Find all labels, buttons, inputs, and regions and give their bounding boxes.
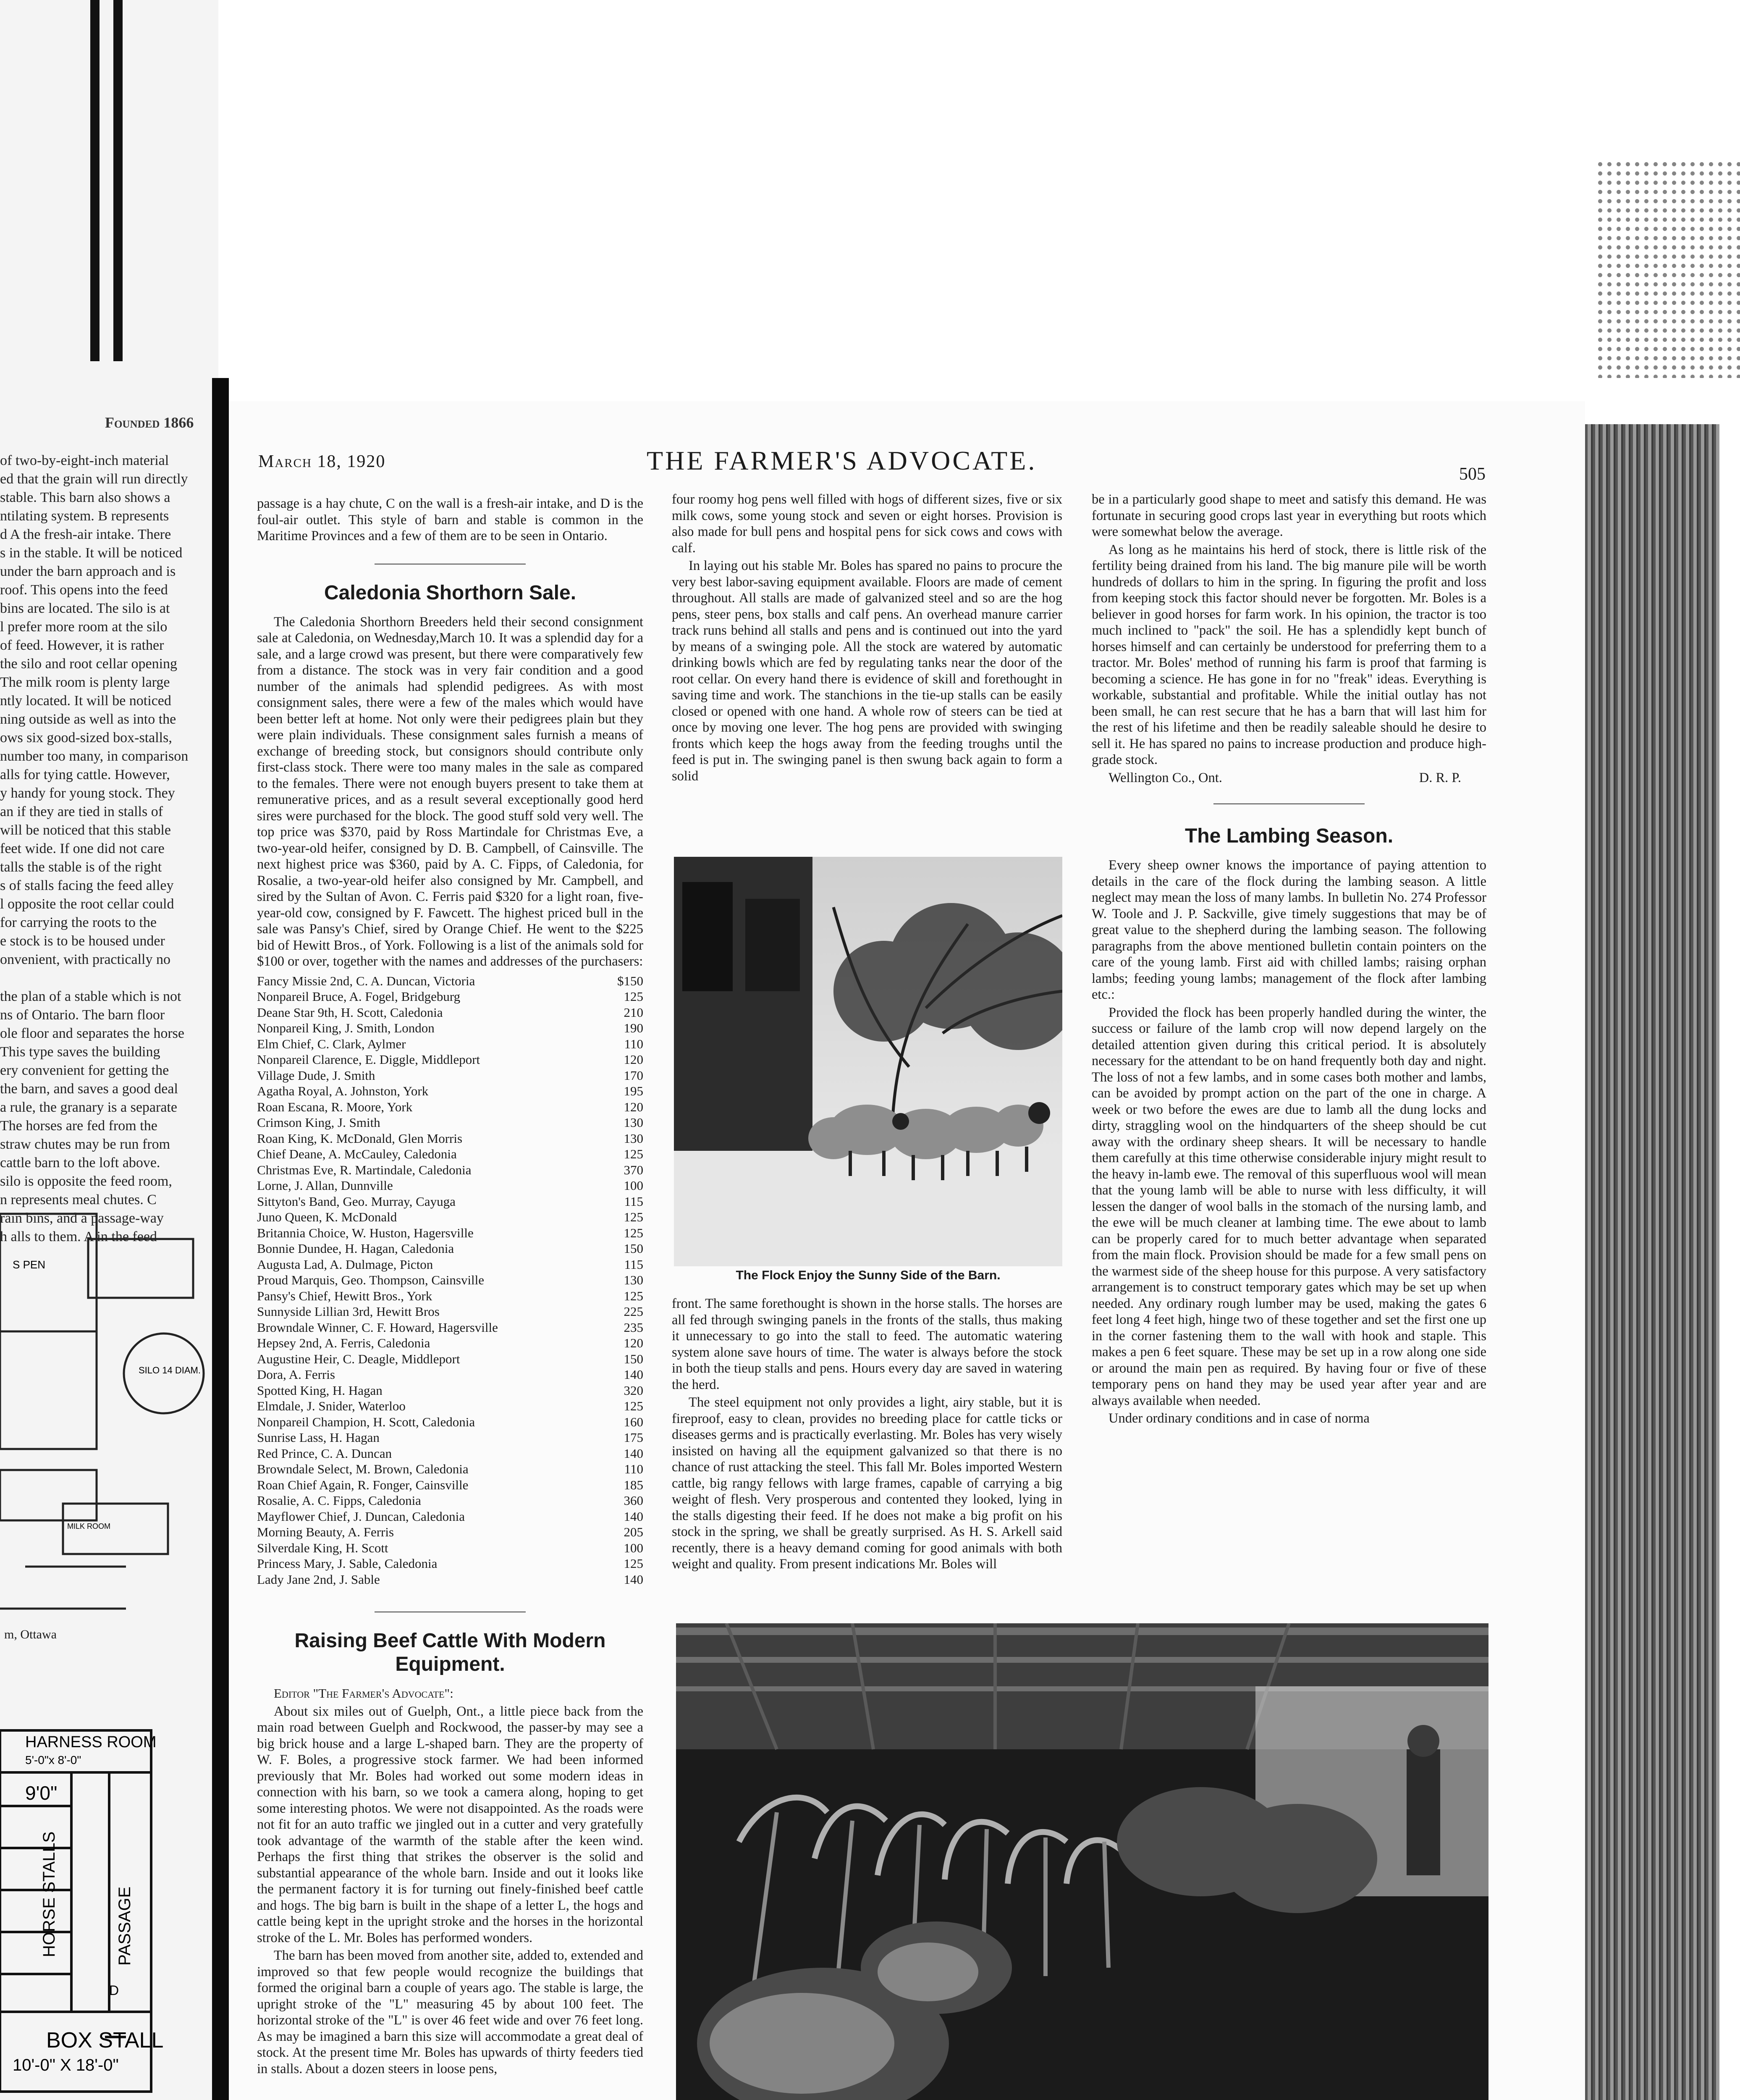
- buyer-entry: Proud Marquis, Geo. Thompson, Cainsville: [257, 1273, 485, 1287]
- buyer-entry: Elm Chief, C. Clark, Aylmer: [257, 1036, 406, 1051]
- table-row: [257, 973, 643, 989]
- column-3: [1092, 491, 1486, 1428]
- beef-heading: Raising Beef Cattle With Modern Equipment.: [294, 1630, 606, 1675]
- page-title: THE FARMER'S ADVOCATE.: [647, 446, 1037, 475]
- buyer-price: 110: [624, 1462, 643, 1476]
- buyer-entry: Sunrise Lass, H. Hagan: [257, 1430, 380, 1445]
- left-page-line: The horses are fed from the: [0, 1118, 157, 1134]
- left-page-line: The milk room is plenty large: [0, 675, 170, 690]
- left-page-line: d A the fresh-air intake. There: [0, 527, 171, 542]
- buyer-entry: Red Prince, C. A. Duncan: [257, 1446, 392, 1461]
- buyer-price: 125: [624, 1556, 643, 1571]
- buyer-price: 120: [624, 1336, 643, 1350]
- table-row: [257, 1272, 643, 1288]
- buyer-price: 150: [624, 1351, 643, 1366]
- left-page-line: an if they are tied in stalls of: [0, 804, 163, 819]
- halftone-pattern: [1596, 160, 1740, 378]
- page-edges: [1585, 424, 1719, 2100]
- left-page-line: [0, 969, 210, 987]
- buyer-price: 125: [624, 1399, 643, 1413]
- sale-paragraph: The Caledonia Shorthorn Breeders held their second consignment sale at Caledonia, on Wednesday,March 10. It was a splendid day for a sale, and a large crowd was present, but there were comparatively few from a distance. The stock was in very fair condition and a good number of the animals had splendid pedigrees. As with most consignment sales, there were a few of the males which would have been better left at home. Not only were their pedigrees plain but they were plain individuals. These consignment sales furnish a means of exchange of breeding stock, but consignors should contribute only first-class stock. There were too many males in the sale as compared to the females. There were not enough buyers present to take them at remunerative prices, and as a result several exceptionally good herd sires were purchased for the block. The good stuff sold very well. The top price was $370, paid by Ross Martindale for Christmas Eve, a two-year-old heifer, consigned by D. B. Campbell, of Cainsville. The next highest price was $360, paid by A. C. Fipps, of Caledonia, for Rosalie, a two-year-old heifer also consigned by Mr. Campbell, and sired by the Sultan of Avon. C. Ferris paid $320 for a light roan, five-year-old cow, consigned by F. Fawcett. The highest priced bull in the sale was Pansy's Chief, sired by Orange Chief. He went to the $225 bid of Hewitt Bros., of York. Following is a list of the animals sold for $100 or over, together with the names and addresses of the purchasers:: [257, 614, 643, 969]
- table-row: [257, 1414, 643, 1430]
- fertility-paragraph: As long as he maintains his herd of stock, there is little risk of the fertility being drained from his land. The big manure pile will be worth hundreds of dollars to him in the spring. In figuring the profit and loss from keeping stock this factor should never be forgotten. Mr. Boles is a believer in good horses for farm work. In his opinion, the tractor is too much inclined to "pack" the soil. He has a splendidly kept bunch of horses himself and can certainly be understood for preferring them to a tractor. Mr. Boles' method of running his farm is proof that farming is becoming a science. He has gone in for no "freak" ideas. Everything is workable, substantial and profitable. While the initial outlay has not been small, he can rest secure that he has a barn that will last him for the rest of his lifetime and then be readily saleable should he desire to sell it. He has spared no pains to increase production and produce high-grade stock.: [1092, 542, 1486, 767]
- lambing-heading: The Lambing Season.: [1184, 825, 1394, 847]
- table-row: [257, 1178, 643, 1194]
- stall-paragraph: front. The same forethought is shown in the horse stalls. The horses are all fed through swinging panels in the fronts of the stalls, thus making it unnecessary to go into the stall to feed. The automatic watering system alone save hours of time. The water is always before the stock in both the tieup stalls and pens. Hours every day are saved in watering the herd.: [672, 1296, 1062, 1392]
- plan-label-milk-room: MILK ROOM: [67, 1522, 111, 1530]
- beef-paragraph-2: The barn has been moved from another site, added to, extended and improved so that few people would recognize the buildings that formed the original barn a couple of years ago. The stable is large, the upright stroke of the "L" measuring 45 by about 100 feet. The horizontal stroke of the "L" is over 46 feet wide and over 76 feet long. As may be imagined a barn this size will accommodate a great deal of stock. At the present time Mr. Boles has upwards of thirty feeders tied in stalls. About a dozen steers in loose pens,: [257, 1948, 643, 2076]
- table-row: [257, 1209, 643, 1225]
- table-row: [257, 1335, 643, 1351]
- table-row: [257, 1493, 643, 1509]
- left-page-fragment: [0, 0, 218, 2100]
- plan-caption-ottawa: m, Ottawa: [4, 1628, 57, 1641]
- left-page-line: number too many, in comparison: [0, 748, 189, 764]
- signature-initials: D. R. P.: [1419, 770, 1461, 785]
- buyer-price: 120: [624, 1052, 643, 1067]
- buyer-entry: Crimson King, J. Smith: [257, 1115, 380, 1130]
- buyer-price: 320: [624, 1383, 643, 1398]
- table-row: [257, 1005, 643, 1021]
- buyer-entry: Browndale Select, M. Brown, Caledonia: [257, 1462, 469, 1476]
- left-page-line: rain bins, and a passage-way: [0, 1210, 164, 1226]
- table-row: [257, 1146, 643, 1162]
- buyer-entry: Pansy's Chief, Hewitt Bros., York: [257, 1288, 432, 1303]
- buyer-price: 130: [624, 1131, 643, 1146]
- buyer-entry: Roan Escana, R. Moore, York: [257, 1099, 413, 1114]
- buyer-entry: Roan King, K. McDonald, Glen Morris: [257, 1131, 463, 1146]
- left-page-line: of two-by-eight-inch material: [0, 453, 169, 468]
- table-row: [257, 1540, 643, 1556]
- plan-label-harness-size: 5'-0"x 8'-0": [25, 1754, 81, 1767]
- buyer-price: 175: [624, 1430, 643, 1445]
- column-1: [257, 496, 643, 2079]
- left-page-line: under the barn approach and is: [0, 564, 176, 579]
- buyer-price: 125: [624, 1147, 643, 1161]
- stable-photo-image: [676, 1623, 1488, 2100]
- table-row: [257, 1068, 643, 1084]
- table-row: [257, 1115, 643, 1131]
- left-page-line: ntly located. It will be noticed: [0, 693, 171, 709]
- floor-plan-lower: [0, 1722, 197, 2100]
- lambing-paragraph-1: Every sheep owner knows the importance of paying attention to details in the care of the flock during the lambing season. A little neglect may mean the loss of many lambs. In bulletin No. 274 Professor W. Toole and J. P. Sackville, give timely suggestions that may be of great value to the shepherd during the lambing season. The following paragraphs from the above mentioned bulletin contain pointers on the care of the young lamb. First aid with chilled lambs; raising orphan lambs; feeding young lambs; management of the flock after lambing etc.:: [1092, 858, 1486, 1002]
- left-page-line: bins are located. The silo is at: [0, 601, 170, 616]
- left-page-line: s in the stable. It will be noticed: [0, 545, 183, 561]
- plan-label-passage: PASSAGE: [115, 1886, 134, 1966]
- table-row: [257, 1477, 643, 1493]
- buyer-entry: Elmdale, J. Snider, Waterloo: [257, 1399, 406, 1413]
- plan-label-stalls: HORSE STALLS: [40, 1831, 58, 1957]
- left-page-line: feet wide. If one did not care: [0, 841, 165, 856]
- left-page-line: h alls to them. A in the feed: [0, 1229, 157, 1244]
- sale-heading: Caledonia Shorthorn Sale.: [324, 581, 577, 604]
- left-page-text: [0, 452, 210, 1246]
- buyer-entry: Browndale Winner, C. F. Howard, Hagersville: [257, 1320, 498, 1335]
- buyer-entry: Dora, A. Ferris: [257, 1367, 335, 1382]
- buyer-entry: Bonnie Dundee, H. Hagan, Caledonia: [257, 1241, 454, 1256]
- demand-paragraph: be in a particularly good shape to meet and satisfy this demand. He was fortunate in securing good crops last year in everything but roots which were somewhat below the average.: [1092, 492, 1486, 539]
- buyer-entry: Lorne, J. Allan, Dunnville: [257, 1178, 393, 1193]
- buyer-price: 140: [624, 1446, 643, 1461]
- buyer-entry: Nonpareil Bruce, A. Fogel, Bridgeburg: [257, 989, 461, 1004]
- buyer-price: 150: [624, 1241, 643, 1256]
- buyer-price: 115: [624, 1257, 643, 1272]
- buyer-price: 115: [624, 1194, 643, 1209]
- plan-label-pen: S PEN: [13, 1258, 46, 1271]
- buyer-price: 225: [624, 1304, 643, 1319]
- buyer-entry: Village Dude, J. Smith: [257, 1068, 375, 1083]
- divider: [1213, 803, 1365, 804]
- buyer-entry: Spotted King, H. Hagan: [257, 1383, 383, 1398]
- buyer-price: 370: [624, 1162, 643, 1177]
- table-row: [257, 1367, 643, 1383]
- buyer-entry: Nonpareil Champion, H. Scott, Caledonia: [257, 1414, 475, 1429]
- table-row: [257, 1288, 643, 1304]
- page-date: March 18, 1920: [258, 452, 386, 471]
- left-page-line: of feed. However, it is rather: [0, 638, 164, 653]
- buyer-entry: Princess Mary, J. Sable, Caledonia: [257, 1556, 438, 1571]
- table-row: [257, 1162, 643, 1178]
- buyer-entry: Sittyton's Band, Geo. Murray, Cayuga: [257, 1194, 456, 1209]
- gutter-bar: [113, 0, 123, 361]
- buyer-price: 170: [624, 1068, 643, 1083]
- buyers-table: [257, 973, 643, 1588]
- buyer-entry: Rosalie, A. C. Fipps, Caledonia: [257, 1493, 421, 1508]
- buyer-price: 140: [624, 1367, 643, 1382]
- table-row: [257, 1225, 643, 1241]
- flock-photo: [674, 857, 1062, 1266]
- left-page-line: will be noticed that this stable: [0, 822, 171, 838]
- table-row: [257, 1304, 643, 1320]
- left-page-line: the silo and root cellar opening: [0, 656, 178, 672]
- left-page-line: e stock is to be housed under: [0, 933, 165, 949]
- left-page-line: l prefer more room at the silo: [0, 619, 168, 635]
- buyer-entry: Juno Queen, K. McDonald: [257, 1210, 397, 1224]
- buyer-entry: Lady Jane 2nd, J. Sable: [257, 1572, 380, 1587]
- lambing-paragraph-3: Under ordinary conditions and in case of norma: [1108, 1411, 1370, 1426]
- hog-paragraph: four roomy hog pens well filled with hogs of different sizes, five or six milk cows, some young stock and seven or eight horses. Provision is also made for bull pens and hospital pens for sick cows and cows with calf.: [672, 492, 1062, 556]
- buyer-entry: Mayflower Chief, J. Duncan, Caledonia: [257, 1509, 465, 1524]
- table-row: [257, 1052, 643, 1068]
- column-2-lower: [672, 1296, 1062, 1574]
- buyer-price: 140: [624, 1509, 643, 1524]
- signature: [1092, 770, 1486, 786]
- stable-photo: [676, 1623, 1488, 2100]
- table-row: [257, 1572, 643, 1588]
- buyer-price: 100: [624, 1178, 643, 1193]
- left-page-line: s of stalls facing the feed alley: [0, 878, 174, 893]
- flock-caption: The Flock Enjoy the Sunny Side of the Barn.: [736, 1268, 1001, 1282]
- buyer-price: 360: [624, 1493, 643, 1508]
- buyer-price: 205: [624, 1525, 643, 1539]
- buyer-price: 125: [624, 1210, 643, 1224]
- buyer-entry: Agatha Royal, A. Johnston, York: [257, 1084, 429, 1098]
- buyer-entry: Britannia Choice, W. Huston, Hagersville: [257, 1225, 474, 1240]
- buyer-price: 235: [624, 1320, 643, 1335]
- buyer-entry: Sunnyside Lillian 3rd, Hewitt Bros: [257, 1304, 440, 1319]
- left-page-line: ery convenient for getting the: [0, 1063, 169, 1078]
- plan-label-d: D: [109, 1983, 119, 1998]
- left-page-line: the plan of a stable which is not: [0, 989, 181, 1004]
- buyer-price: $150: [617, 973, 643, 988]
- buyer-entry: Roan Chief Again, R. Fonger, Cainsville: [257, 1477, 469, 1492]
- left-page-line: talls the stable is of the right: [0, 859, 162, 875]
- buyer-entry: Christmas Eve, R. Martindale, Caledonia: [257, 1162, 472, 1177]
- buyer-price: 160: [624, 1414, 643, 1429]
- left-page-line: ntilating system. B represents: [0, 508, 169, 524]
- left-page-line: for carrying the roots to the: [0, 915, 157, 930]
- plan-label-nine: 9'0": [25, 1782, 58, 1804]
- table-row: [257, 1351, 643, 1367]
- steel-paragraph: The steel equipment not only provides a light, airy stable, but it is fireproof, easy to clean, provides no breeding place for cattle ticks or diseases germs and is practically everlasting. Mr. Boles has very wisely insisted on having all the equipment galvanized so that there is no chance of rust attacking the steel. This fall Mr. Boles imported Western cattle, big rangy fellows with large frames, capable of carrying a big weight of flesh. Very prosperous and contented they looked, lying in the stalls digesting their feed. If he does not make a big profit on his stock in the spring, we shall be greatly surprised. As H. S. Arkell said recently, there is a heavy demand coming for good animals with both weight and quality. From present indications Mr. Boles will: [672, 1395, 1062, 1572]
- page-number: 505: [1459, 465, 1486, 484]
- buyer-price: 195: [624, 1084, 643, 1098]
- table-row: [257, 1036, 643, 1052]
- buyer-price: 110: [624, 1036, 643, 1051]
- buyer-entry: Hepsey 2nd, A. Ferris, Caledonia: [257, 1336, 430, 1350]
- buyer-entry: Silverdale King, H. Scott: [257, 1540, 388, 1555]
- buyer-entry: Nonpareil Clarence, E. Diggle, Middleport: [257, 1052, 480, 1067]
- buyer-entry: Augusta Lad, A. Dulmage, Picton: [257, 1257, 433, 1272]
- left-page-line: ows six good-sized box-stalls,: [0, 730, 172, 746]
- lambing-paragraph-2: Provided the flock has been properly handled during the winter, the success or failure of the lamb crop will now depend largely on the detailed attention given during this critical period. It is absolutely necessary for the attendant to be on hand frequently both day and night. The loss of not a few lambs, and in some cases both mother and lambs, can be avoided by prompt action on the part of the one in charge. A week or two before the ewes are due to lamb all the dung locks and dirty, straggling wool on the hindquarters of the sheep should be cut away with the ordinary sheep shears. It will be necessary to handle them carefully at this time otherwise considerable injury might result to the heavy in-lamb ewe. The removal of this superfluous wool will mean that the young lamb will be able to nurse with less difficulty, it will lessen the danger of wool balls in the stomach of the nursing lamb, and the ewe will be much cleaner at lambing time. The ewe about to lamb can be properly cared for to much better advantage when separated from the main flock. Provision should be made for a few small pens on the warmest side of the sheep house for this purpose. A very satisfactory arrangement is to construct temporary gates which may be set up when needed. Any ordinary rough lumber may be used, making the gates 6 feet long 4 feet high, hinge two of these together and set the first one up in the corner fastening them to the wall with hook and staple. This makes a pen 6 feet square. These may be set up in a row along one side or around the main pen as required. By having four or five of these temporary pens on hand they may be used year after year and are always available when needed.: [1092, 1005, 1486, 1408]
- flock-photo-image: [674, 857, 1062, 1266]
- buyer-price: 190: [624, 1021, 643, 1035]
- buyer-entry: Augustine Heir, C. Deagle, Middleport: [257, 1351, 460, 1366]
- buyer-price: 130: [624, 1273, 643, 1287]
- buyer-price: 125: [624, 989, 643, 1004]
- left-page-line: onvenient, with practically no: [0, 952, 170, 967]
- left-page-line: n represents meal chutes. C: [0, 1192, 157, 1208]
- table-row: [257, 1430, 643, 1446]
- left-running-head: Founded 1866: [105, 414, 194, 431]
- table-row: [257, 1194, 643, 1210]
- left-page-line: y handy for young stock. They: [0, 785, 175, 801]
- table-row: [257, 1398, 643, 1414]
- buyer-entry: Fancy Missie 2nd, C. A. Duncan, Victoria: [257, 973, 475, 988]
- column-2: [672, 491, 1062, 786]
- left-page-line: silo is opposite the feed room,: [0, 1173, 172, 1189]
- table-row: [257, 1083, 643, 1099]
- buyer-price: 130: [624, 1115, 643, 1130]
- signature-place: Wellington Co., Ont.: [1108, 770, 1222, 785]
- plan-label-box-size: 10'-0" X 18'-0": [13, 2056, 119, 2074]
- left-page-line: ed that the grain will run directly: [0, 471, 188, 487]
- plan-label-harness: HARNESS ROOM: [25, 1733, 157, 1751]
- editor-line: Editor "The Farmer's Advocate":: [274, 1686, 453, 1701]
- left-page-line: ning outside as well as into the: [0, 711, 176, 727]
- plan-label-box: BOX STALL: [46, 2028, 164, 2053]
- buyer-price: 140: [624, 1572, 643, 1587]
- table-row: [257, 1257, 643, 1273]
- buyer-entry: Deane Star 9th, H. Scott, Caledonia: [257, 1005, 443, 1020]
- left-page-line: stable. This barn also shows a: [0, 490, 170, 505]
- article-intro: passage is a hay chute, C on the wall is a fresh-air intake, and D is the foul-air outlet. This style of barn and stable is common in the Maritime Provinces and a few of them are to be seen in Ontario.: [257, 496, 643, 543]
- plan-label-silo: SILO 14 DIAM.: [139, 1365, 201, 1376]
- left-page-line: This type saves the building: [0, 1044, 160, 1060]
- buyer-price: 125: [624, 1288, 643, 1303]
- left-page-line: ole floor and separates the horse: [0, 1026, 184, 1041]
- table-row: [257, 1131, 643, 1147]
- table-row: [257, 1556, 643, 1572]
- table-row: [257, 1020, 643, 1036]
- left-page-line: cattle barn to the loft above.: [0, 1155, 160, 1171]
- table-row: [257, 1383, 643, 1399]
- buyer-price: 210: [624, 1005, 643, 1020]
- buyer-entry: Nonpareil King, J. Smith, London: [257, 1021, 435, 1035]
- left-page-line: ns of Ontario. The barn floor: [0, 1007, 165, 1023]
- table-row: [257, 1446, 643, 1462]
- buyer-price: 185: [624, 1477, 643, 1492]
- buyer-price: 100: [624, 1540, 643, 1555]
- buyer-price: 125: [624, 1225, 643, 1240]
- table-row: [257, 1509, 643, 1525]
- table-row: [257, 1099, 643, 1115]
- left-page-line: the barn, and saves a good deal: [0, 1081, 178, 1097]
- left-page-line: alls for tying cattle. However,: [0, 767, 170, 782]
- buyer-price: 120: [624, 1099, 643, 1114]
- table-row: [257, 1241, 643, 1257]
- gutter-bar: [90, 0, 100, 361]
- equipment-paragraph: In laying out his stable Mr. Boles has spared no pains to procure the very best labor-saving equipment available. Floors are made of cement throughout. All stalls are made of galvanized steel and so are the hog pens, steer pens, box stalls and calf pens. An overhead manure carrier track runs behind all stalls and pens and is continued out into the yard by means of a swinging pole. All the stock are watered by automatic drinking bowls which are fed by regulating tanks near the door of the root cellar. On every hand there is evidence of skill and forethought in saving time and work. The stanchions in the tie-up stalls can be easily closed or opened with one hand. A whole row of steers can be tied at once by moving one lever. The hog pens are provided with swinging fronts which keep the hogs away from the feeding troughs until the feed is put in. The swinging panel is then swung back again to form a solid: [672, 558, 1062, 784]
- buyer-entry: Chief Deane, A. McCauley, Caledonia: [257, 1147, 457, 1161]
- left-page-line: a rule, the granary is a separate: [0, 1100, 177, 1115]
- table-row: [257, 1524, 643, 1540]
- left-page-line: l opposite the root cellar could: [0, 896, 174, 912]
- left-page-line: straw chutes may be run from: [0, 1137, 170, 1152]
- book-spine: [212, 378, 229, 2100]
- left-page-line: roof. This opens into the feed: [0, 582, 168, 598]
- beef-paragraph-1: About six miles out of Guelph, Ont., a little piece back from the main road between Guelph and Rockwood, the passer-by may see a big brick house and a large L-shaped barn. They are the property of W. F. Boles, a progressive stock farmer. We had been informed previously that Mr. Boles had worked out some modern ideas in connection with his barn, so we took a camera along, hoping to get some interesting photos. We were not disappointed. As the roads were not fit for an auto traffic we jingled out in a cutter and very gratefully took advantage of the warmth of the stable after the keen wind. Perhaps the first thing that strikes the observer is the solid and substantial appearance of the whole barn. Inside and out it looks like the permanent factory it is for turning out finely-finished beef cattle and hogs. The big barn is built in the shape of a letter L, the hogs and cattle being kept in the upright stroke and the horses in the horizontal stroke of the L. Mr. Boles has performed wonders.: [257, 1704, 643, 1945]
- table-row: [257, 1461, 643, 1477]
- table-row: [257, 1320, 643, 1336]
- floor-plan-upper: [0, 1205, 210, 1625]
- buyer-entry: Morning Beauty, A. Ferris: [257, 1525, 394, 1539]
- table-row: [257, 989, 643, 1005]
